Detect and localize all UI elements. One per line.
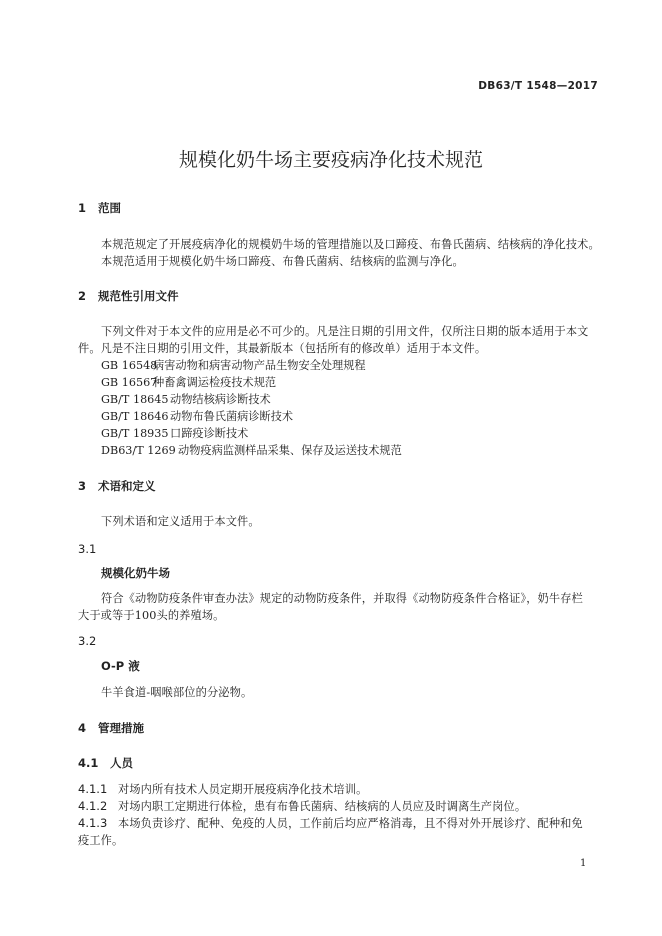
clause-text: 对场内职工定期进行体检，患有布鲁氏菌病、结核病的人员应及时调离生产岗位。 <box>118 800 527 813</box>
reference-item <box>101 374 276 390</box>
paragraph: 本规范规定了开展疫病净化的规模奶牛场的管理措施以及口蹄疫、布鲁氏菌病、结核病的净化技术。 <box>101 238 600 251</box>
reference-item <box>101 408 293 424</box>
section-3-heading <box>78 478 156 494</box>
clause <box>78 781 367 797</box>
page-number: 1 <box>580 858 587 869</box>
section-1-heading <box>78 200 121 216</box>
clause-continuation: 疫工作。 <box>78 834 124 847</box>
reference-code: GB/T 18935 <box>101 427 169 440</box>
subsection-title: 人员 <box>110 756 133 770</box>
term-definition: 大于或等于100头的养殖场。 <box>78 609 225 622</box>
section-title: 管理措施 <box>98 721 144 735</box>
paragraph: 下列术语和定义适用于本文件。 <box>101 515 260 528</box>
term-title: 规模化奶牛场 <box>101 566 170 580</box>
subsection-heading <box>78 755 133 771</box>
reference-name: 动物布鲁氏菌病诊断技术 <box>170 410 294 423</box>
term-definition: 牛羊食道-咽喉部位的分泌物。 <box>101 686 253 699</box>
reference-item <box>101 391 271 407</box>
reference-code: GB 16567 <box>101 376 158 389</box>
section-title: 规范性引用文件 <box>98 289 179 303</box>
paragraph: 下列文件对于本文件的应用是必不可少的。凡是注日期的引用文件，仅所注日期的版本适用于本文 <box>101 325 589 338</box>
term-number: 3.1 <box>78 542 97 556</box>
clause-number: 4.1.3 <box>78 816 108 830</box>
clause-number: 4.1.2 <box>78 799 108 813</box>
clause <box>78 798 526 814</box>
clause <box>78 815 583 831</box>
paragraph: 本规范适用于规模化奶牛场口蹄疫、布鲁氏菌病、结核病的监测与净化。 <box>101 255 464 268</box>
reference-name: 口蹄疫诊断技术 <box>170 427 249 440</box>
term-title: O-P 液 <box>101 659 140 673</box>
section-title: 范围 <box>98 201 121 215</box>
reference-item <box>101 442 402 458</box>
section-number: 3 <box>78 479 87 493</box>
section-number: 4 <box>78 721 87 735</box>
reference-code: GB/T 18646 <box>101 410 169 423</box>
subsection-number: 4.1 <box>78 756 99 770</box>
reference-name: 动物结核病诊断技术 <box>170 393 271 406</box>
reference-name: 动物疫病监测样品采集、保存及运送技术规范 <box>178 444 402 457</box>
term-number: 3.2 <box>78 634 97 648</box>
clause-number: 4.1.1 <box>78 782 108 796</box>
reference-code: DB63/T 1269 <box>101 444 176 457</box>
section-number: 2 <box>78 289 87 303</box>
clause-text: 本场负责诊疗、配种、免疫的人员，工作前后均应严格消毒，且不得对外开展诊疗、配种和免 <box>118 817 583 830</box>
reference-code: GB/T 18645 <box>101 393 169 406</box>
document-id: DB63/T 1548—2017 <box>478 80 598 92</box>
section-4-heading <box>78 720 144 736</box>
paragraph: 件。凡是不注日期的引用文件，其最新版本（包括所有的修改单）适用于本文件。 <box>78 342 487 355</box>
section-title: 术语和定义 <box>98 479 156 493</box>
clause-text: 对场内所有技术人员定期开展疫病净化技术培训。 <box>118 783 368 796</box>
reference-item <box>101 425 248 441</box>
reference-item <box>101 357 366 373</box>
page-title: 规模化奶牛场主要疫病净化技术规范 <box>178 149 483 171</box>
section-2-heading <box>78 288 179 304</box>
term-definition: 符合《动物防疫条件审查办法》规定的动物防疫条件，并取得《动物防疫条件合格证》，奶牛存栏 <box>101 592 583 605</box>
reference-code: GB 16548 <box>101 359 158 372</box>
section-number: 1 <box>78 201 87 215</box>
reference-name: 病害动物和病害动物产品生物安全处理规程 <box>153 359 366 372</box>
reference-name: 种畜禽调运检疫技术规范 <box>153 376 277 389</box>
